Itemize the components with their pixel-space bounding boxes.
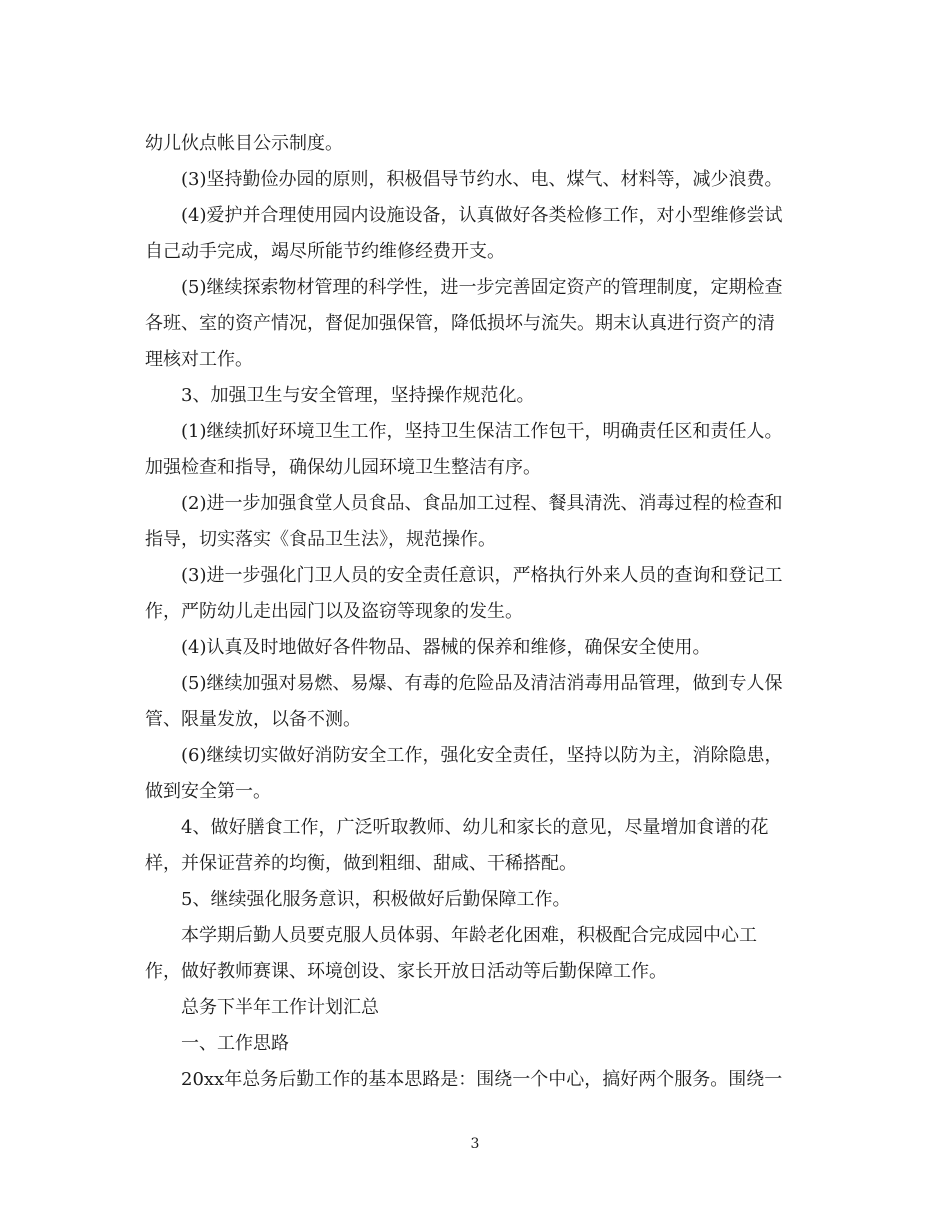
text-line: 做到安全第一。: [145, 781, 271, 802]
text-line: 自己动手完成，竭尽所能节约维修经费开支。: [145, 241, 505, 262]
page-number: 3: [470, 1136, 480, 1152]
text-line: (5)继续加强对易燃、易爆、有毒的危险品及清洁消毒用品管理，做到专人保: [181, 673, 783, 694]
text-line: 20xx年总务后勤工作的基本思路是：围绕一个中心，搞好两个服务。围绕一: [181, 1069, 783, 1090]
text-line: (3)坚持勤俭办园的原则，积极倡导节约水、电、煤气、材料等，减少浪费。: [181, 169, 783, 190]
section-heading: 5、继续强化服务意识，积极做好后勤保障工作。: [181, 889, 571, 910]
text-line: (3)进一步强化门卫人员的安全责任意识，严格执行外来人员的查询和登记工: [181, 565, 783, 586]
text-line: (4)爱护并合理使用园内设施设备，认真做好各类检修工作，对小型维修尝试: [181, 205, 783, 226]
text-line: (4)认真及时地做好各件物品、器械的保养和维修，确保安全使用。: [181, 637, 711, 658]
text-line: 本学期后勤人员要克服人员体弱、年龄老化困难，积极配合完成园中心工: [181, 925, 757, 946]
text-line: 各班、室的资产情况，督促加强保管，降低损坏与流失。期末认真进行资产的清: [145, 313, 775, 334]
section-heading: 3、加强卫生与安全管理，坚持操作规范化。: [181, 385, 535, 406]
document-title: 总务下半年工作计划汇总: [181, 997, 379, 1018]
text-line: 作，严防幼儿走出园门以及盗窃等现象的发生。: [145, 601, 523, 622]
text-line: (1)继续抓好环境卫生工作，坚持卫生保洁工作包干，明确责任区和责任人。: [181, 421, 783, 442]
text-line: 样，并保证营养的均衡，做到粗细、甜咸、干稀搭配。: [145, 853, 577, 874]
text-line: (2)进一步加强食堂人员食品、食品加工过程、餐具清洗、消毒过程的检查和: [181, 493, 783, 514]
text-line: 指导，切实落实《食品卫生法》，规范操作。: [145, 529, 496, 550]
text-line: 理核对工作。: [145, 349, 253, 370]
text-line: (6)继续切实做好消防安全工作，强化安全责任，坚持以防为主，消除隐患，: [181, 745, 783, 766]
section-heading: 4、做好膳食工作，广泛听取教师、幼儿和家长的意见，尽量增加食谱的花: [181, 817, 769, 838]
text-line: 加强检查和指导，确保幼儿园环境卫生整洁有序。: [145, 457, 541, 478]
document-body: [145, 126, 815, 1098]
text-line: 管、限量发放，以备不测。: [145, 709, 361, 730]
text-line: 幼儿伙点帐目公示制度。: [145, 133, 343, 154]
text-line: 作，做好教师赛课、环境创设、家长开放日活动等后勤保障工作。: [145, 961, 667, 982]
text-line: (5)继续探索物材管理的科学性，进一步完善固定资产的管理制度，定期检查: [181, 277, 783, 298]
section-heading: 一、工作思路: [181, 1033, 289, 1054]
